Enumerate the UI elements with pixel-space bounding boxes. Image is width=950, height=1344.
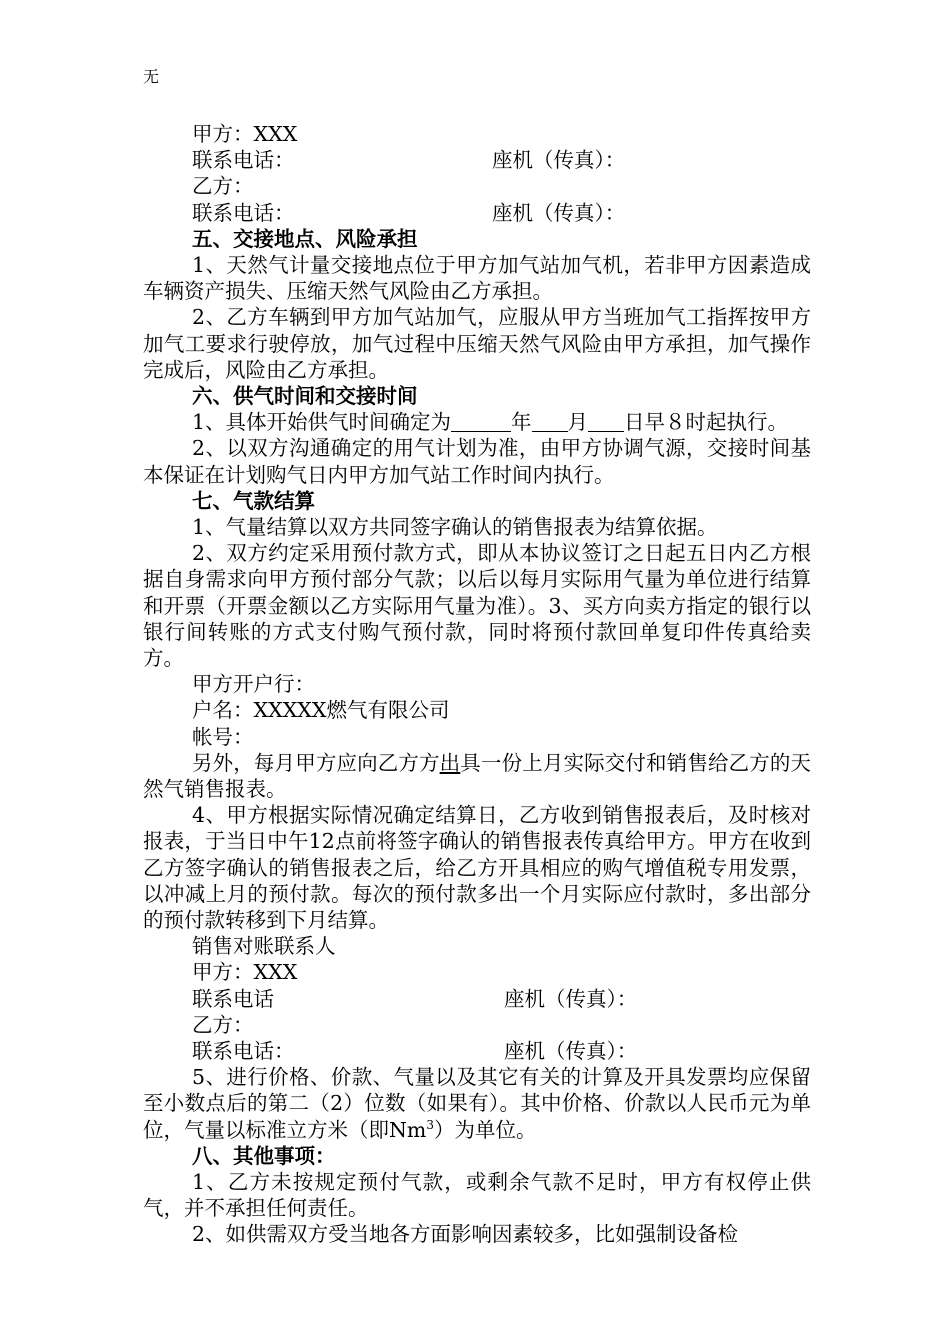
page-header: 无: [143, 67, 160, 86]
section-6-title: 六、供气时间和交接时间: [192, 384, 418, 408]
section-7-para-2: 2、双方约定采用预付款方式，即从本协议签订之日起五日内乙方根据自身需求向甲方预付部分气款；以后以每月实际用气量为单位进行结算和开票（开票金额以乙方实际用气量为准）。3、买方向卖方指定的银行以银行间转账的方式支付购气预付款，同时将预付款回单复印件传真给卖方。: [143, 541, 811, 671]
section-7-title: 七、气款结算: [192, 488, 315, 513]
section-7-para-5: [143, 1064, 811, 1143]
other-text-b: 具一份上月实际交付和销售给乙方的天然气销售报表。: [143, 750, 812, 802]
day-blank[interactable]: [588, 411, 624, 432]
party-b-line: 乙方：: [192, 174, 254, 199]
section-6-para-1: [143, 409, 811, 435]
section-7-para-other: [143, 750, 811, 802]
year-label: 年: [511, 410, 532, 435]
contact-party-a: 甲方：XXX: [192, 960, 298, 985]
section-7-para-4: 4、甲方根据实际情况确定结算日，乙方收到销售报表后，及时核对报表，于当日中午12点前将签字确认的销售报表传真给甲方。甲方在收到乙方签字确认的销售报表之后，给乙方开具相应的购气增值税专用发票，以冲减上月的预付款。每次的预付款多出一个月实际应付款时，多出部分的预付款转移到下月结算。: [143, 803, 811, 933]
section-8-title: 八、其他事项：: [192, 1143, 336, 1168]
other-text-a: 另外，每月甲方应向乙方方: [192, 750, 440, 775]
start-date-text: 1、具体开始供气时间确定为: [192, 410, 452, 435]
bank-line: 甲方开户行：: [192, 672, 315, 697]
para-5-text-a: 5、进行价格、价款、气量以及其它有关的计算及开具发票均应保留至小数点后的第二（2）位数（如果有）。其中价格、价款以人民币元为单位，气量以标准立方米（即Nm: [143, 1065, 811, 1142]
phone-b-row: [143, 200, 811, 226]
phone-a-label: 联系电话：: [192, 148, 295, 173]
section-8-para-1: 1、乙方未按规定预付气款，或剩余气款不足时，甲方有权停止供气，并不承担任何责任。: [143, 1170, 811, 1221]
phone-a-row: [143, 147, 811, 173]
contact-phone-a-row: [143, 986, 811, 1012]
other-text-underlined: 出: [439, 750, 461, 775]
contact-title: 销售对账联系人: [192, 934, 336, 959]
phone-b-label: 联系电话：: [192, 200, 295, 225]
contact-party-b: 乙方：: [192, 1012, 254, 1037]
section-5-para-2: 2、乙方车辆到甲方加气站加气，应服从甲方当班加气工指挥按甲方加气工要求行驶停放，加气过程中压缩天然气风险由甲方承担，加气操作完成后，风险由乙方承担。: [143, 305, 811, 382]
section-5-title: 五、交接地点、风险承担: [192, 226, 418, 251]
document-body: [143, 121, 811, 1248]
contact-phone-b-label: 联系电话：: [192, 1039, 295, 1064]
cubic-superscript: 3: [426, 1117, 435, 1132]
section-8-para-2: 2、如供需双方受当地各方面影响因素较多，比如强制设备检: [192, 1222, 739, 1247]
year-blank[interactable]: [451, 411, 511, 432]
account-name-line: 户名：XXXXX燃气有限公司: [192, 698, 450, 723]
section-5-para-1: 1、天然气计量交接地点位于甲方加气站加气机，若非甲方因素造成车辆资产损失、压缩天然气风险由乙方承担。: [143, 252, 811, 304]
contact-phone-b-row: [143, 1038, 811, 1064]
party-a-line: 甲方：XXX: [192, 122, 298, 146]
month-label: 月: [567, 410, 589, 435]
para-5-text-b: ）为单位。: [434, 1117, 537, 1142]
day-text: 日早８时起执行。: [624, 410, 789, 435]
account-no-line: 帐号：: [192, 724, 254, 749]
fax-a-label: 座机（传真）：: [492, 148, 626, 173]
contact-phone-a-label: 联系电话: [192, 986, 274, 1011]
section-6-para-2: 2、以双方沟通确定的用气计划为准，由甲方协调气源，交接时间基本保证在计划购气日内甲方加气站工作时间内执行。: [143, 436, 811, 487]
contact-fax-b-label: 座机（传真）：: [504, 1039, 638, 1064]
contact-fax-a-label: 座机（传真）：: [504, 986, 638, 1011]
month-blank[interactable]: [532, 411, 568, 432]
section-7-para-1: 1、气量结算以双方共同签字确认的销售报表为结算依据。: [192, 515, 718, 540]
fax-b-label: 座机（传真）：: [492, 200, 626, 225]
